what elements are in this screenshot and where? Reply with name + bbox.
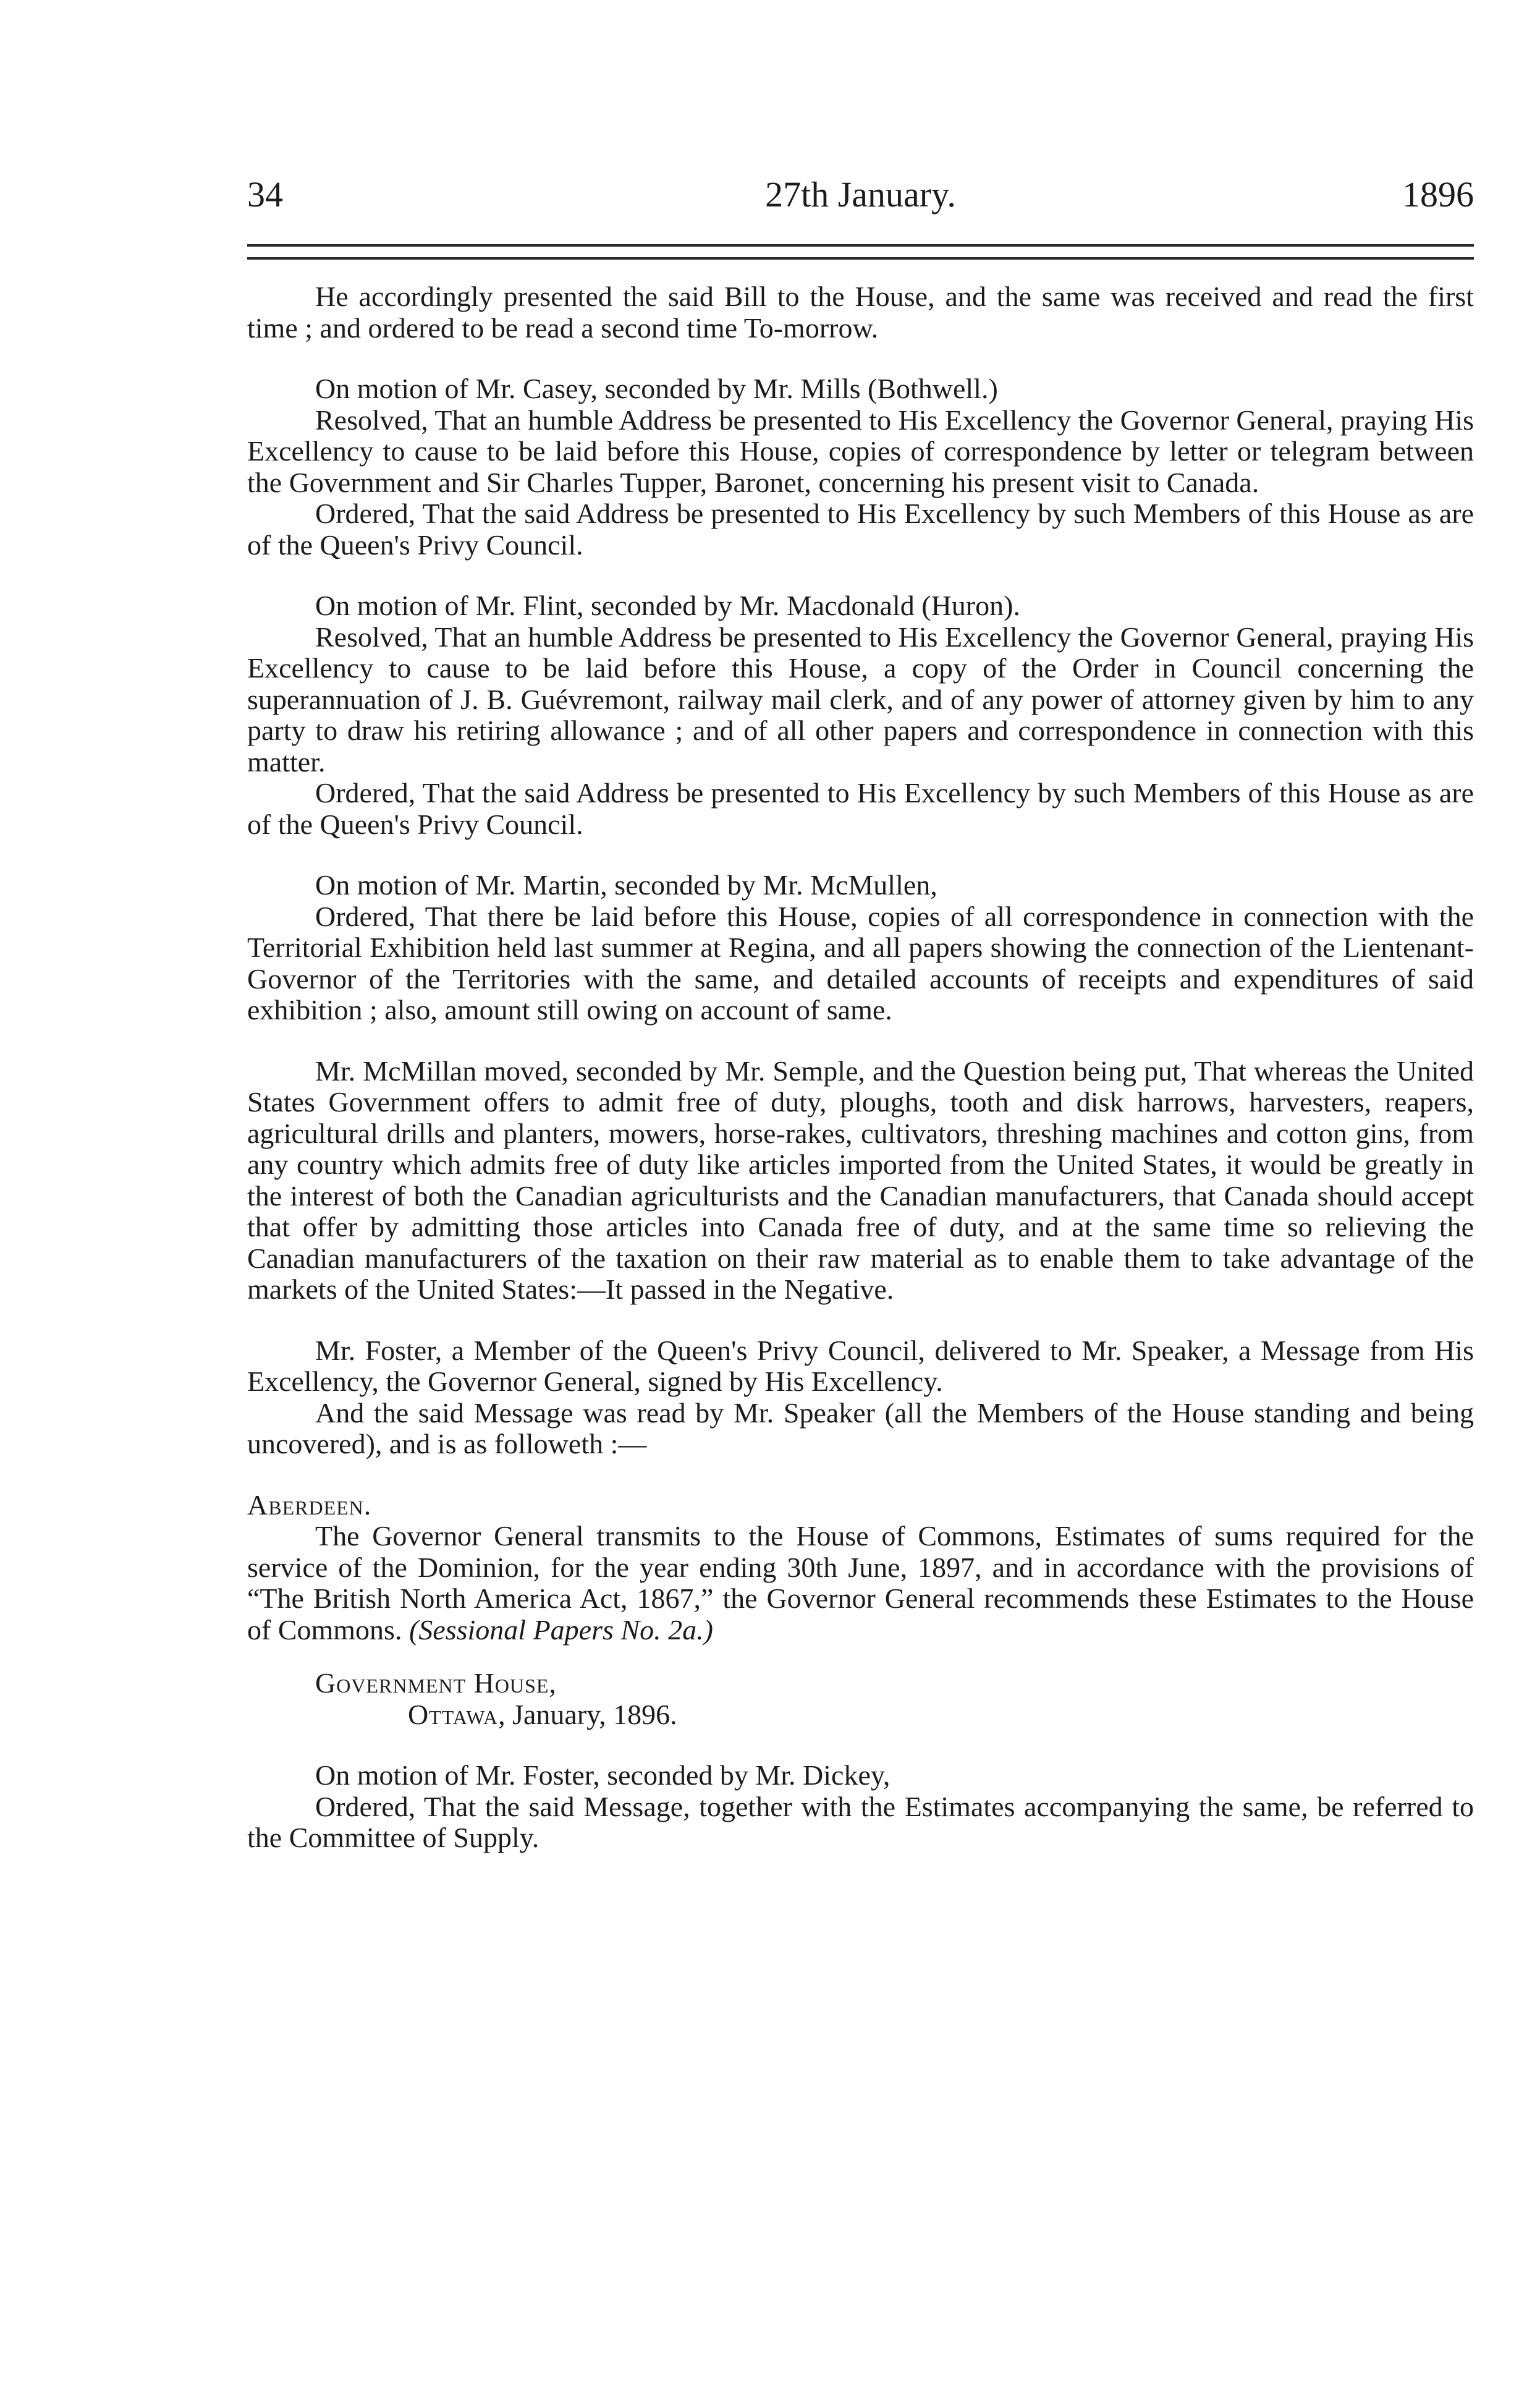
paragraph-gap xyxy=(247,1646,1474,1668)
sessional-paper-reference: (Sessional Papers No. 2a.) xyxy=(408,1613,713,1646)
motion-martin: On motion of Mr. Martin, seconded by Mr. McMullen, xyxy=(315,869,937,901)
order-flint: Ordered, That the said Address be presented to His Excellency by such Members of this House as are of the Queen's Privy Council. xyxy=(247,777,1474,840)
paragraph-gap xyxy=(247,561,1474,590)
message-body: The Governor General transmits to the House of Commons, Estimates of sums required for the service of the Dominion, for the year ending 30th June, 1897, and in accordance with the provisions of “The British North America Act, 1867,” the Governor General recommends these Estimates to the House of Commons. xyxy=(247,1520,1474,1646)
paragraph-gap xyxy=(247,840,1474,870)
paragraph-gap xyxy=(247,1730,1474,1760)
motion-flint: On motion of Mr. Flint, seconded by Mr. Macdonald (Huron). xyxy=(315,590,1020,621)
header-rule-bottom xyxy=(247,257,1474,260)
page-body xyxy=(247,281,1474,1854)
paragraph-bill-presented: He accordingly presented the said Bill to the House, and the same was received and read the first time ; and ordered to be read a second time To-morrow. xyxy=(247,281,1474,344)
message-delivered: Mr. Foster, a Member of the Queen's Privy Council, delivered to Mr. Speaker, a Message from His Excellency, the Governor General, signed by His Excellency. xyxy=(247,1334,1474,1397)
message-date: , January, 1896. xyxy=(498,1698,677,1730)
paragraph-gap xyxy=(247,1026,1474,1056)
order-casey: Ordered, That the said Address be presented to His Excellency by such Members of this House as are of the Queen's Privy Council. xyxy=(247,498,1474,561)
motion-casey: On motion of Mr. Casey, seconded by Mr. Mills (Bothwell.) xyxy=(315,373,998,404)
order-martin: Ordered, That there be laid before this House, copies of all correspondence in connection with the Territorial Exhibition held last summer at Regina, and all papers showing the connection of the Lientenant-Governor of the Territories with the same, and detailed accounts of receipts and expenditures of said exhibition ; also, amount still owing on account of same. xyxy=(247,900,1474,1026)
message-text xyxy=(247,1521,1474,1646)
page-number: 34 xyxy=(247,174,283,215)
paragraph-gap xyxy=(247,1460,1474,1490)
paragraph-gap xyxy=(247,344,1474,373)
message-read: And the said Message was read by Mr. Speaker (all the Members of the House standing and being uncovered), and is as followeth :— xyxy=(247,1396,1474,1459)
message-city: Ottawa xyxy=(408,1698,499,1730)
header-rule-top xyxy=(247,244,1474,247)
paragraph-gap xyxy=(247,1306,1474,1335)
page-date: 27th January. xyxy=(765,174,956,215)
motion-mcmillan: Mr. McMillan moved, seconded by Mr. Semple, and the Question being put, That whereas the United States Government offers to admit free of duty, ploughs, tooth and disk harrows, harvesters, reapers, agricultural drills and planters, mowers, horse-rakes, cultivators, threshing machines and cotton gins, from any country which admits free of duty like articles imported from the United States, it would be greatly in the interest of both the Canadian agriculturists and the Canadian manufacturers, that Canada should accept that offer by admitting those articles into Canada free of duty, and at the same time so relieving the Canadian manufacturers of the taxation on their raw material as to enable them to take advantage of the markets of the United States:—It passed in the Negative. xyxy=(247,1055,1474,1305)
resolution-casey: Resolved, That an humble Address be presented to His Excellency the Governor General, praying His Excellency to cause to be laid before this House, copies of correspondence by letter or telegram between the Government and Sir Charles Tupper, Baronet, concerning his present visit to Canada. xyxy=(247,404,1474,498)
resolution-flint: Resolved, That an humble Address be presented to His Excellency the Governor General, praying His Excellency to cause to be laid before this House, a copy of the Order in Council concerning the superannuation of J. B. Guévremont, railway mail clerk, and of any power of attorney given by him to any party to draw his retiring allowance ; and of all other papers and correspondence in connection with this matter. xyxy=(247,621,1474,778)
message-dateline xyxy=(247,1699,1474,1731)
page-year: 1896 xyxy=(1402,174,1474,215)
message-signature: Aberdeen. xyxy=(247,1489,372,1521)
message-place: Government House, xyxy=(315,1667,557,1699)
order-committee-of-supply: Ordered, That the said Message, together with the Estimates accompanying the same, be referred to the Committee of Supply. xyxy=(247,1790,1474,1853)
page-header xyxy=(247,170,1474,219)
motion-foster: On motion of Mr. Foster, seconded by Mr. Dickey, xyxy=(315,1759,891,1791)
